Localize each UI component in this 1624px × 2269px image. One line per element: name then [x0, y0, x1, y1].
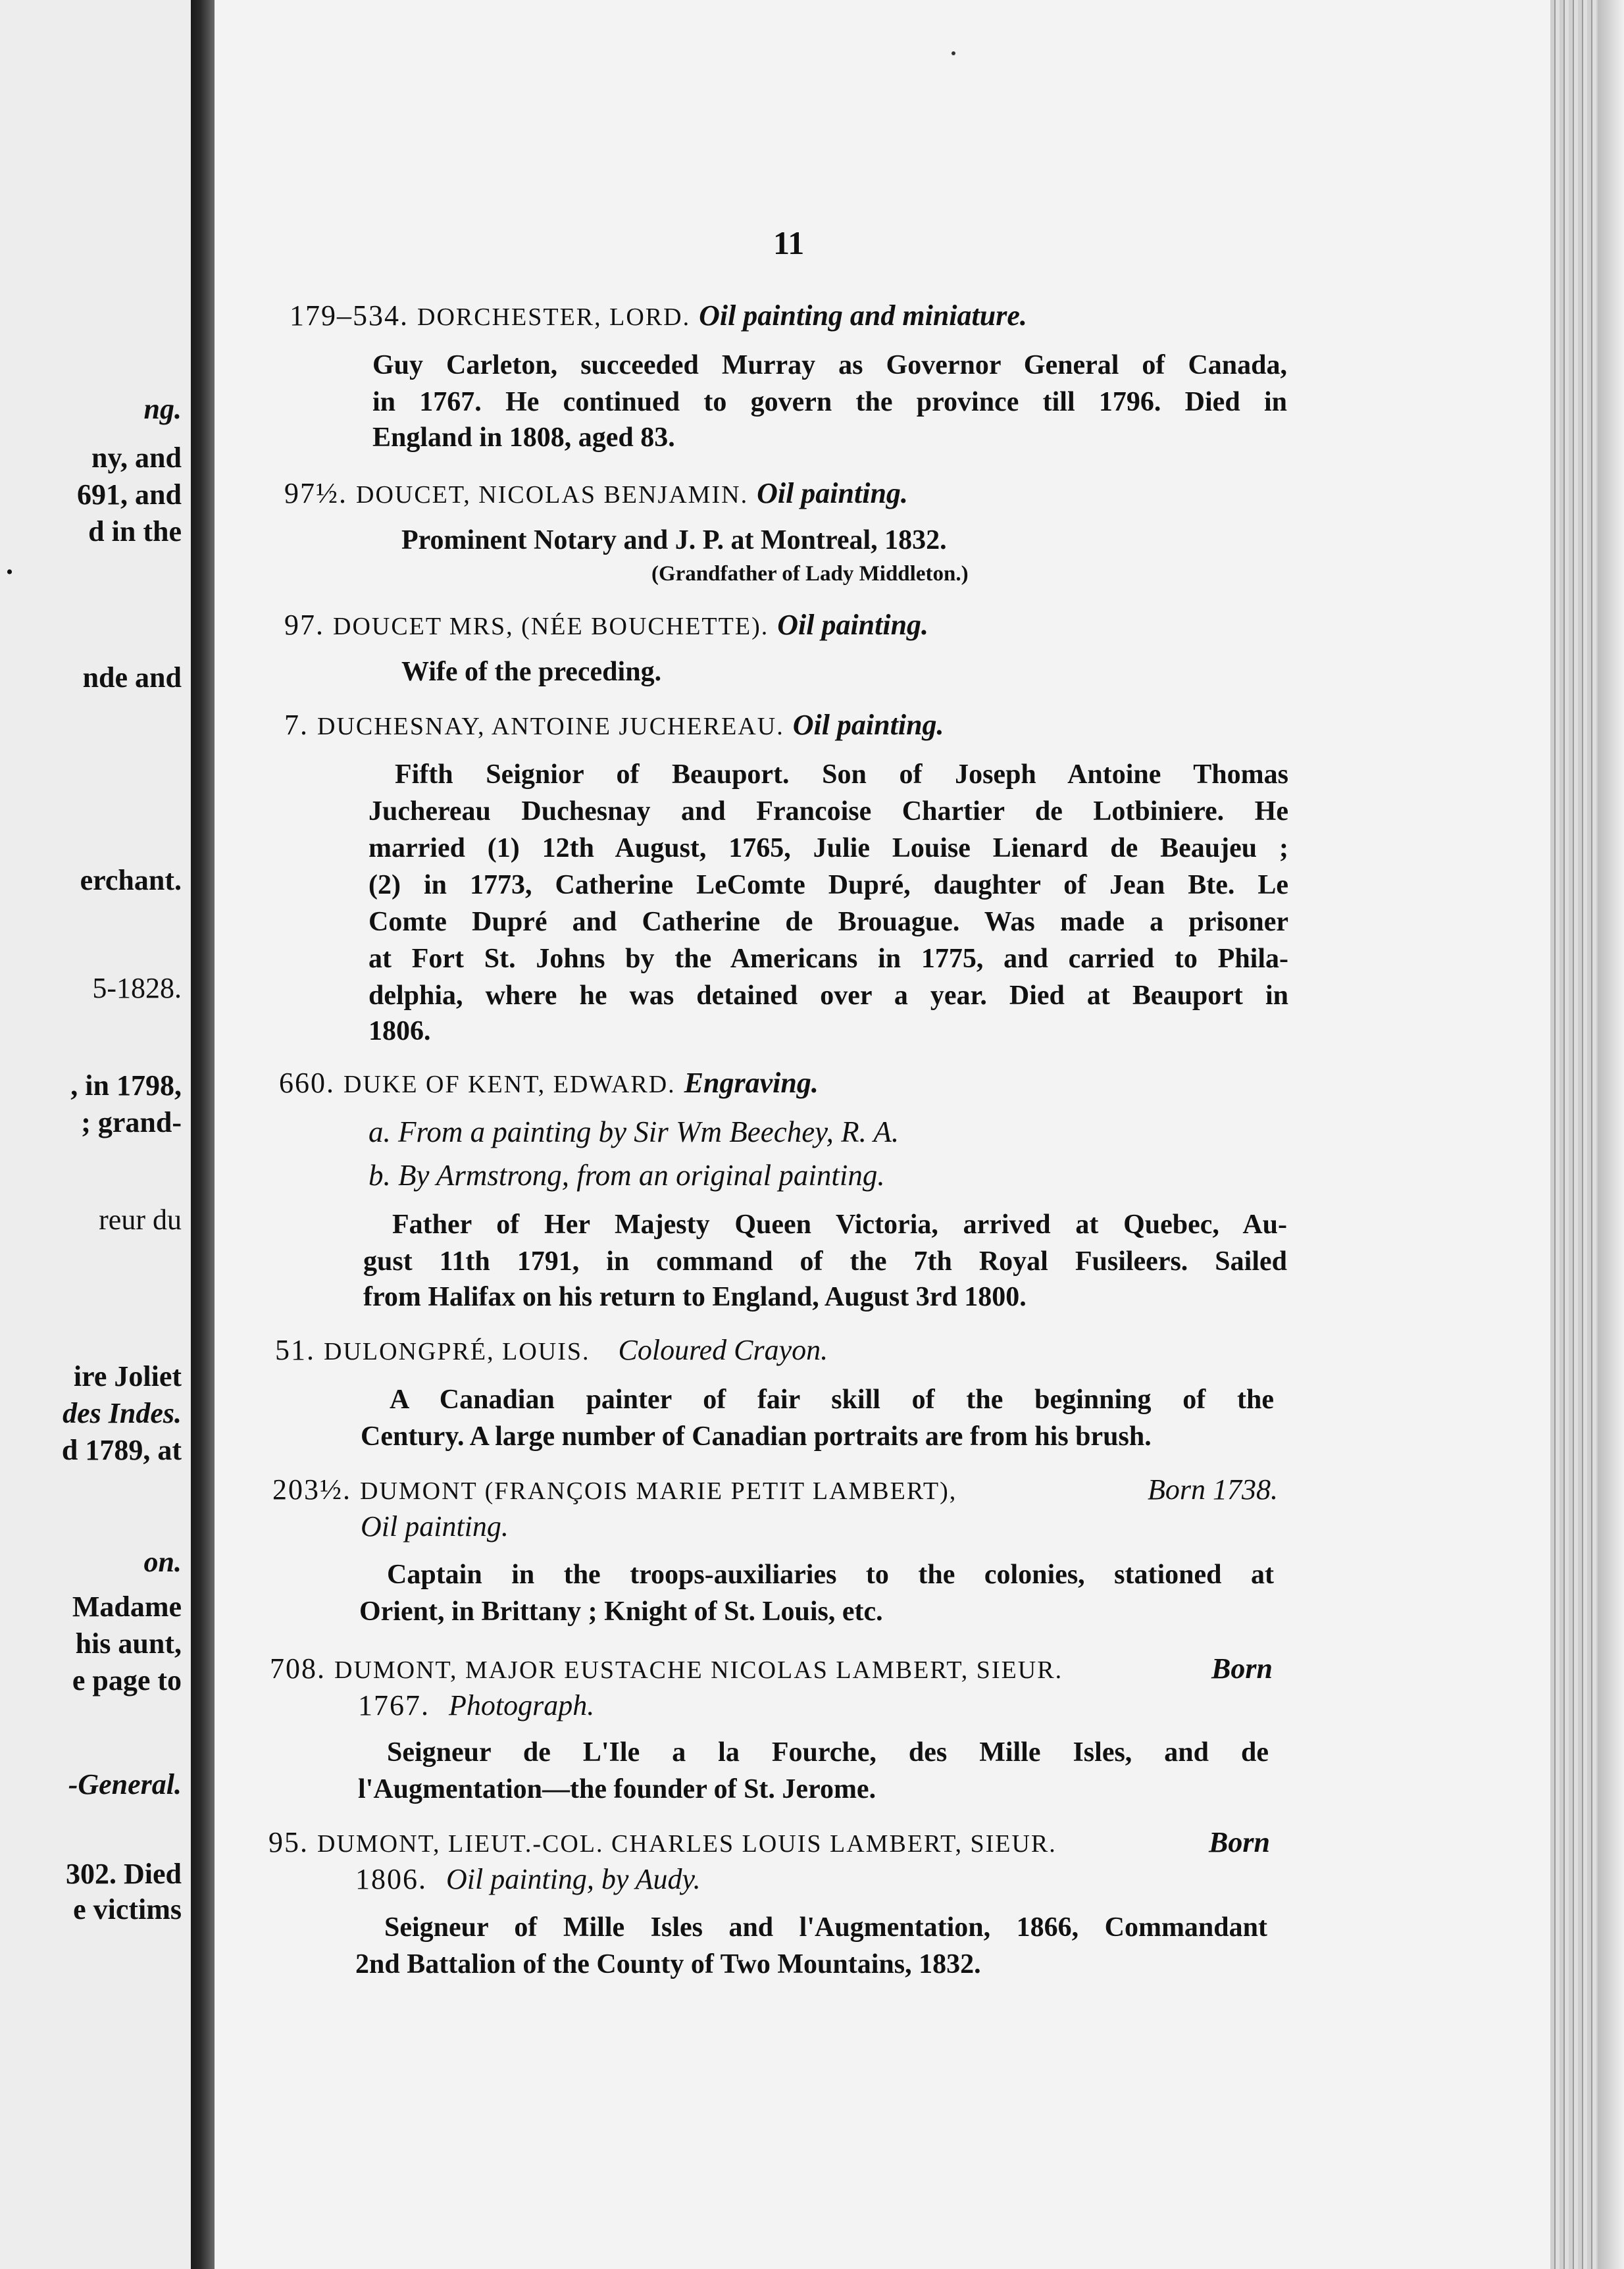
- entry-text-line: Seigneur of Mille Isles and l'Augmentation, 1866, Commandant: [384, 1912, 1267, 1943]
- entry-heading: [284, 611, 928, 640]
- entry-heading: [290, 301, 1027, 330]
- entry-heading: [272, 1475, 1278, 1504]
- left-line: Madame: [72, 1591, 182, 1623]
- entry-sub-item: b. By Armstrong, from an original painting.: [368, 1159, 885, 1192]
- entry-text-line: married (1) 12th August, 1765, Julie Louise Lienard de Beaujeu ;: [368, 833, 1288, 863]
- entry-text-line: Century. A large number of Canadian portraits are from his brush.: [361, 1421, 1152, 1452]
- entry-medium: Coloured Crayon.: [618, 1334, 828, 1366]
- entry-note: (Grandfather of Lady Middleton.): [651, 562, 969, 586]
- entry-medium: Oil painting.: [757, 477, 908, 509]
- left-line: ng.: [143, 393, 182, 425]
- left-line: -General.: [68, 1768, 182, 1800]
- entry-text-line: from Halifax on his return to England, August 3rd 1800.: [363, 1282, 1027, 1312]
- entry-number: 97½.: [284, 477, 347, 509]
- entry-text-line: (2) in 1773, Catherine LeComte Dupré, daughter of Jean Bte. Le: [368, 870, 1288, 900]
- entry-born: Born: [1211, 1652, 1273, 1685]
- entry-heading: [268, 1828, 1270, 1857]
- entry-heading: [284, 479, 908, 508]
- entry-number: 97.: [284, 609, 324, 641]
- left-page-fragment: [0, 0, 191, 2269]
- entry-text-line: 1806.: [368, 1016, 431, 1046]
- left-line: 302. Died: [66, 1858, 182, 1890]
- left-line: nde and: [82, 661, 182, 694]
- entry-number: 203½.: [272, 1473, 351, 1506]
- entry-number: 7.: [284, 709, 309, 741]
- entry-name: DOUCET, NICOLAS BENJAMIN.: [356, 481, 749, 509]
- entry-name: DUMONT (FRANÇOIS MARIE PETIT LAMBERT),: [360, 1477, 957, 1505]
- entry-text-line: Orient, in Brittany ; Knight of St. Louis, etc.: [359, 1596, 883, 1627]
- entry-text-line: Seigneur de L'Ile a la Fourche, des Mille Isles, and de: [387, 1737, 1269, 1768]
- left-line: , in 1798,: [70, 1069, 182, 1102]
- entry-heading: [284, 711, 944, 740]
- entry-born: Born: [1209, 1826, 1270, 1858]
- entry-medium: Oil painting and miniature.: [699, 299, 1027, 332]
- entry-number: 708.: [270, 1652, 326, 1685]
- left-line: reur du: [99, 1204, 182, 1236]
- entry-year: 1806.: [355, 1863, 427, 1895]
- left-line: his aunt,: [75, 1627, 182, 1660]
- entry-medium-line: [358, 1691, 594, 1720]
- entry-medium: Engraving.: [684, 1067, 819, 1099]
- entry-name: DORCHESTER, LORD.: [417, 303, 691, 331]
- page-number: 11: [773, 224, 805, 261]
- left-line: d in the: [88, 515, 182, 548]
- entry-text-line: Wife of the preceding.: [401, 657, 662, 687]
- entry-number: 95.: [268, 1826, 309, 1858]
- entry-text-line: 2nd Battalion of the County of Two Mountains, 1832.: [355, 1949, 981, 1979]
- entry-born: Born 1738.: [1148, 1473, 1278, 1506]
- left-line: 5-1828.: [92, 972, 182, 1004]
- entry-text-line: gust 11th 1791, in command of the 7th Royal Fusileers. Sailed: [363, 1246, 1287, 1277]
- left-line: 691, and: [77, 478, 182, 511]
- entry-name: DUKE OF KENT, EDWARD.: [343, 1071, 676, 1098]
- entry-text-line: l'Augmentation—the founder of St. Jerome.: [358, 1774, 876, 1804]
- entry-name: DUMONT, LIEUT.-COL. CHARLES LOUIS LAMBERT, SIEUR.: [317, 1830, 1057, 1858]
- left-line: erchant.: [80, 864, 182, 896]
- entry-medium: Oil painting, by Audy.: [446, 1863, 701, 1895]
- entry-text-line: Comte Dupré and Catherine de Brouague. Was made a prisoner: [368, 907, 1288, 937]
- entry-text-line: Guy Carleton, succeeded Murray as Governor General of Canada,: [372, 350, 1287, 380]
- entry-heading: [275, 1336, 828, 1365]
- left-line: on.: [143, 1546, 182, 1578]
- left-line: d 1789, at: [61, 1434, 182, 1466]
- entry-heading: [270, 1654, 1273, 1683]
- entry-text-line: at Fort St. Johns by the Americans in 1775, and carried to Phila-: [368, 944, 1288, 974]
- entry-medium: Oil painting.: [361, 1510, 509, 1542]
- entry-number: 660.: [279, 1067, 335, 1099]
- entry-name: DOUCET MRS, (NÉE BOUCHETTE).: [333, 613, 769, 640]
- entry-name: DUMONT, MAJOR EUSTACHE NICOLAS LAMBERT, SIEUR.: [334, 1656, 1063, 1684]
- entry-text-line: Fifth Seignior of Beauport. Son of Joseph Antoine Thomas: [395, 759, 1288, 790]
- book-gutter: [191, 0, 215, 2269]
- entry-text-line: England in 1808, aged 83.: [372, 422, 675, 453]
- entry-medium: Oil painting.: [777, 609, 929, 641]
- entry-name: DULONGPRÉ, LOUIS.: [324, 1338, 590, 1365]
- entry-year: 1767.: [358, 1689, 430, 1721]
- left-line: ; grand-: [81, 1106, 182, 1138]
- left-line: e page to: [72, 1664, 182, 1696]
- entry-text-line: Father of Her Majesty Queen Victoria, arrived at Quebec, Au-: [392, 1210, 1287, 1240]
- entry-number: 51.: [275, 1334, 315, 1366]
- left-line: e victims: [73, 1893, 182, 1925]
- entry-text-line: delphia, where he was detained over a year. Died at Beauport in: [368, 981, 1288, 1011]
- entry-text-line: A Canadian painter of fair skill of the beginning of the: [390, 1385, 1274, 1415]
- entry-text-line: in 1767. He continued to govern the province till 1796. Died in: [372, 387, 1287, 417]
- left-line: .: [6, 548, 13, 580]
- entry-medium: Oil painting.: [792, 709, 944, 741]
- entry-medium-line: [355, 1865, 701, 1894]
- entry-number: 179–534.: [290, 299, 409, 332]
- entry-sub-item: a. From a painting by Sir Wm Beechey, R. A.: [368, 1115, 900, 1148]
- entry-text-line: Juchereau Duchesnay and Francoise Chartier de Lotbiniere. He: [368, 796, 1288, 827]
- page-edges: [1550, 0, 1624, 2269]
- left-line: ny, and: [91, 442, 182, 474]
- speck: [952, 51, 955, 55]
- entry-medium-line: [361, 1512, 509, 1541]
- left-line: des Indes.: [63, 1397, 182, 1429]
- entry-text-line: Prominent Notary and J. P. at Montreal, 1832.: [401, 525, 947, 555]
- entry-medium: Photograph.: [449, 1689, 595, 1721]
- entry-name: DUCHESNAY, ANTOINE JUCHEREAU.: [317, 713, 784, 740]
- entry-text-line: Captain in the troops-auxiliaries to the colonies, stationed at: [387, 1560, 1274, 1590]
- left-line: ire Joliet: [73, 1360, 182, 1392]
- entry-heading: [279, 1069, 819, 1098]
